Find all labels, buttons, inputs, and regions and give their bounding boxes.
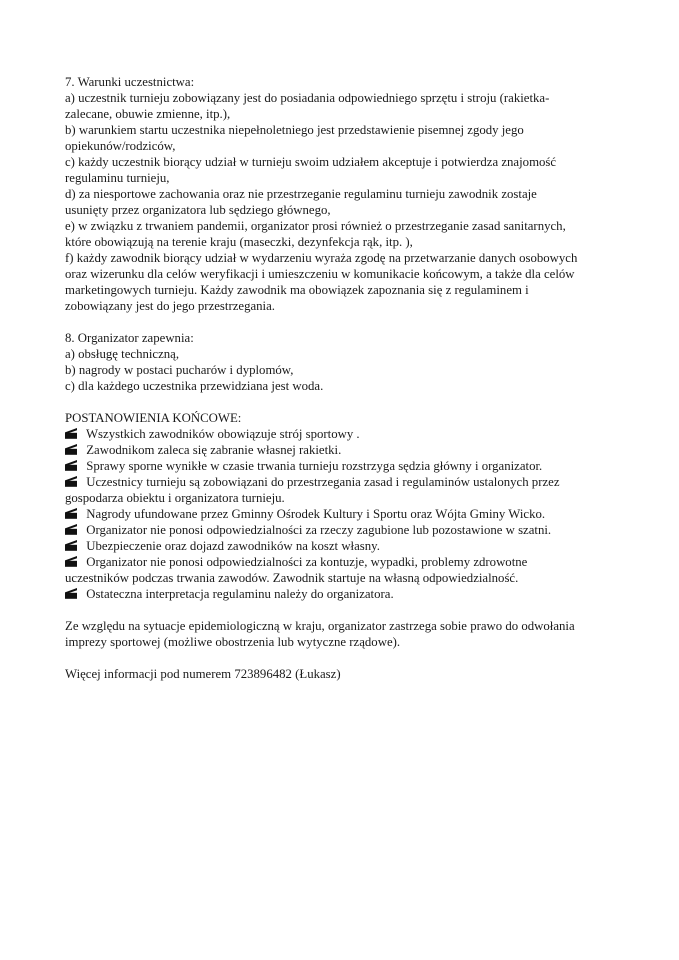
- document-line: [65, 298, 625, 314]
- bullet-list-item: [65, 442, 625, 458]
- line-text: oraz wizerunku dla celów weryfikacji i umieszczeniu w komunikacie końcowym, a także dla celów: [65, 267, 575, 281]
- document-line: [65, 266, 625, 282]
- document-line: [65, 570, 625, 586]
- section-epidemic-note: [65, 618, 625, 650]
- document-line: [65, 154, 625, 170]
- bullet-list-item: [65, 474, 625, 490]
- document-line: [65, 202, 625, 218]
- document-line: [65, 122, 625, 138]
- line-text: Organizator nie ponosi odpowiedzialności za kontuzje, wypadki, problemy zdrowotne: [86, 555, 528, 569]
- section-final-provisions: [65, 410, 625, 602]
- line-text: e) w związku z trwaniem pandemii, organizator prosi również o przestrzeganie zasad sanitarnych,: [65, 219, 566, 233]
- line-text: Ostateczna interpretacja regulaminu należy do organizatora.: [86, 587, 394, 601]
- clapperboard-bullet-icon: [65, 476, 78, 487]
- line-text: opiekunów/rodziców,: [65, 139, 176, 153]
- line-text: Więcej informacji pod numerem 723896482 (Łukasz): [65, 667, 341, 681]
- clapperboard-bullet-icon: [65, 444, 78, 455]
- bullet-list-item: [65, 426, 625, 442]
- line-text: Zawodnikom zaleca się zabranie własnej rakietki.: [86, 443, 342, 457]
- line-text: Ze względu na sytuacje epidemiologiczną w kraju, organizator zastrzega sobie prawo do odwołania: [65, 619, 575, 633]
- line-text: Nagrody ufundowane przez Gminny Ośrodek Kultury i Sportu oraz Wójta Gminy Wicko.: [86, 507, 546, 521]
- clapperboard-bullet-icon: [65, 540, 78, 551]
- document-line: [65, 362, 625, 378]
- clapperboard-bullet-icon: [65, 428, 78, 439]
- line-text: d) za niesportowe zachowania oraz nie przestrzeganie regulaminu turnieju zawodnik zostaje: [65, 187, 537, 201]
- section-organizer-provides: [65, 330, 625, 394]
- document-line: [65, 106, 625, 122]
- line-text: 8. Organizator zapewnia:: [65, 331, 194, 345]
- clapperboard-bullet-icon: [65, 588, 78, 599]
- line-text: zalecane, obuwie zmienne, itp.),: [65, 107, 231, 121]
- line-text: c) każdy uczestnik biorący udział w turnieju swoim udziałem akceptuje i potwierdza znajomość: [65, 155, 557, 169]
- section-participation-conditions: [65, 74, 625, 314]
- document-line: [65, 138, 625, 154]
- document-line: [65, 490, 625, 506]
- line-text: Ubezpieczenie oraz dojazd zawodników na koszt własny.: [86, 539, 380, 553]
- line-text: b) warunkiem startu uczestnika niepełnoletniego jest przedstawienie pisemnej zgody jego: [65, 123, 524, 137]
- document-line: [65, 186, 625, 202]
- document-line: [65, 346, 625, 362]
- document-line: [65, 234, 625, 250]
- document-line: [65, 618, 625, 634]
- document-line: [65, 378, 625, 394]
- document-content: [65, 74, 625, 682]
- line-text: f) każdy zawodnik biorący udział w wydarzeniu wyraża zgodę na przetwarzanie danych osobowych: [65, 251, 578, 265]
- line-text: 7. Warunki uczestnictwa:: [65, 75, 195, 89]
- line-text: a) uczestnik turnieju zobowiązany jest do posiadania odpowiedniego sprzętu i stroju (rakietka-: [65, 91, 550, 105]
- line-text: Organizator nie ponosi odpowiedzialności za rzeczy zagubione lub pozostawione w szatni.: [86, 523, 552, 537]
- line-text: imprezy sportowej (możliwe obostrzenia lub wytyczne rządowe).: [65, 635, 401, 649]
- section-heading-postanowienia: [65, 410, 625, 426]
- clapperboard-bullet-icon: [65, 556, 78, 567]
- line-text: usunięty przez organizatora lub sędziego głównego,: [65, 203, 331, 217]
- bullet-list-item: [65, 522, 625, 538]
- line-text: gospodarza obiektu i organizatora turnieju.: [65, 491, 285, 505]
- line-text: Uczestnicy turnieju są zobowiązani do przestrzegania zasad i regulaminów ustalonych przez: [86, 475, 560, 489]
- line-text: c) dla każdego uczestnika przewidziana jest woda.: [65, 379, 324, 393]
- line-text: POSTANOWIENIA KOŃCOWE:: [65, 411, 242, 425]
- bullet-list-item: [65, 554, 625, 570]
- document-line: [65, 218, 625, 234]
- line-text: Sprawy sporne wynikłe w czasie trwania turnieju rozstrzyga sędzia główny i organizator.: [86, 459, 543, 473]
- document-line: [65, 250, 625, 266]
- document-line: [65, 170, 625, 186]
- clapperboard-bullet-icon: [65, 508, 78, 519]
- clapperboard-bullet-icon: [65, 524, 78, 535]
- line-text: regulaminu turnieju,: [65, 171, 170, 185]
- section-heading-warunki: [65, 74, 625, 90]
- line-text: Wszystkich zawodników obowiązuje strój sportowy .: [85, 427, 360, 441]
- line-text: a) obsługę techniczną,: [65, 347, 180, 361]
- bullet-list-item: [65, 538, 625, 554]
- section-heading-organizator: [65, 330, 625, 346]
- line-text: marketingowych turnieju. Każdy zawodnik ma obowiązek zapoznania się z regulaminem i: [65, 283, 529, 297]
- contact-info-line: [65, 666, 625, 682]
- line-text: uczestników podczas trwania zawodów. Zawodnik startuje na własną odpowiedzialność.: [65, 571, 519, 585]
- bullet-list-item: [65, 458, 625, 474]
- line-text: które obowiązują na terenie kraju (maseczki, dezynfekcja rąk, itp. ),: [65, 235, 413, 249]
- document-line: [65, 282, 625, 298]
- bullet-list-item: [65, 506, 625, 522]
- line-text: zobowiązany jest do jego przestrzegania.: [65, 299, 275, 313]
- document-line: [65, 90, 625, 106]
- document-line: [65, 634, 625, 650]
- clapperboard-bullet-icon: [65, 460, 78, 471]
- line-text: b) nagrody w postaci pucharów i dyplomów,: [65, 363, 294, 377]
- section-contact: [65, 666, 625, 682]
- bullet-list-item: [65, 586, 625, 602]
